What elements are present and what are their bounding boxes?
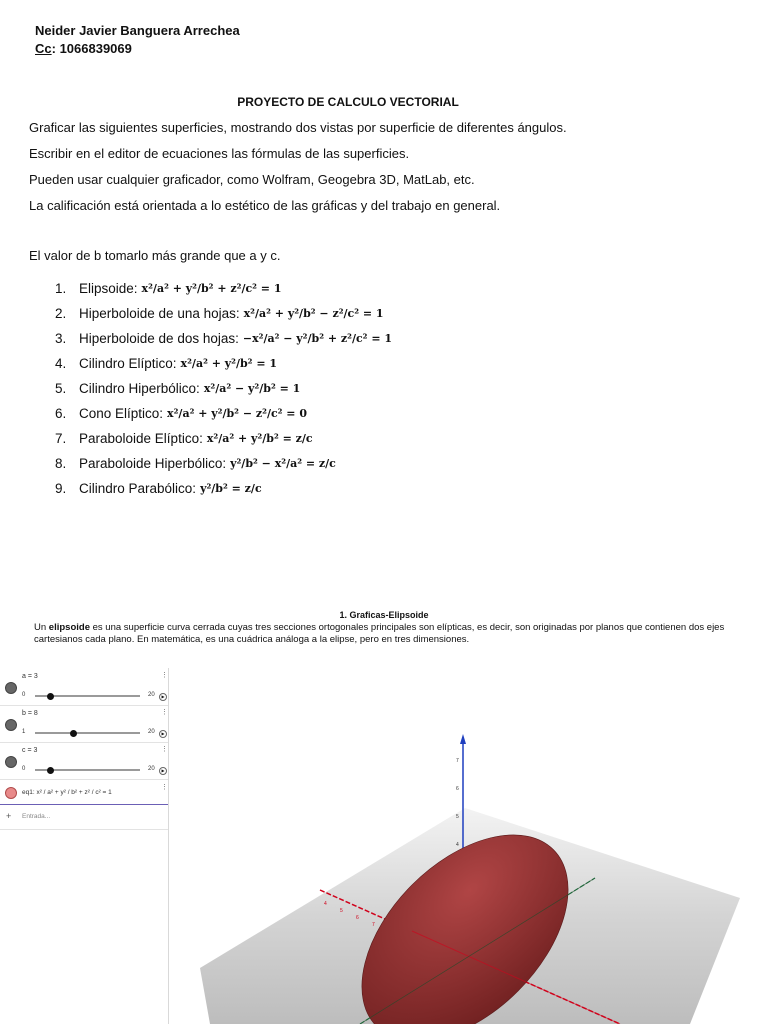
play-icon[interactable]: ▶ [159,767,167,775]
slider-row-c: c = 3 ⋮ 0 20 ▶ [0,743,168,780]
slider-track[interactable] [35,695,140,697]
instruction-2: Escribir en el editor de ecuaciones las fórmulas de las superficies. [29,146,410,161]
slider-label: c = 3 [22,747,38,754]
algebra-panel [0,668,169,1024]
slider-track[interactable] [35,769,140,771]
input-row[interactable] [0,805,168,830]
svg-text:7: 7 [372,922,375,928]
section-title: 1. Graficas-Elipsoide [339,610,429,620]
menu-icon[interactable]: ⋮ [161,672,168,679]
page-title: PROYECTO DE CALCULO VECTORIAL [237,95,459,109]
svg-text:7: 7 [456,758,459,764]
add-icon[interactable]: + [6,811,12,821]
svg-text:5: 5 [456,814,459,820]
instruction-3: Pueden usar cualquier graficador, como Wolfram, Geogebra 3D, MatLab, etc. [29,172,475,187]
ellipsoid-3d-plot [170,668,768,1024]
author-name: Neider Javier Banguera Arrechea [35,23,240,38]
cc-line [35,41,132,56]
menu-icon[interactable]: ⋮ [161,746,168,753]
input-field[interactable]: Entrada... [22,813,51,820]
slider-track[interactable] [35,732,140,734]
list-item: 7. Paraboloide Elíptico: x²/a² + y²/b² = z/c [55,431,313,446]
term-elipsoide: elipsoide [48,622,90,633]
menu-icon[interactable]: ⋮ [161,709,168,716]
svg-text:5: 5 [340,908,343,914]
list-item: 1. Elipsoide: x²/a² + y²/b² + z²/c² = 1 [55,281,282,296]
slider-row-a: a = 3 ⋮ 0 20 ▶ [0,668,168,706]
svg-text:6: 6 [456,786,459,792]
slider-knob[interactable] [47,693,54,700]
section-body: Un elipsoide es una superficie curva cerrada cuyas tres secciones ortogonales principales son elípticas, es decir, son originadas por planos que contienen dos ejes cartesianos cada plano. En matemática, es una cuádrica análoga a la elipse, pero en tres dimensiones. [34,622,725,645]
svg-text:6: 6 [356,915,359,921]
value-note: El valor de b tomarlo más grande que a y c. [29,248,281,263]
graphics-3d-view[interactable] [170,668,768,1024]
instruction-1: Graficar las siguientes superficies, mostrando dos vistas por superficie de diferentes ángulos. [29,120,567,135]
slider-row-b: b = 8 ⋮ 1 20 ▶ [0,706,168,743]
cc-label: Cc [35,41,52,56]
visibility-toggle[interactable] [5,719,17,731]
slider-knob[interactable] [70,730,77,737]
list-item: 2. Hiperboloide de una hojas: x²/a² + y²/b² − z²/c² = 1 [55,306,384,321]
play-icon[interactable]: ▶ [159,730,167,738]
visibility-toggle[interactable] [5,682,17,694]
slider-label: a = 3 [22,673,38,680]
list-item: 8. Paraboloide Hiperbólico: y²/b² − x²/a² = z/c [55,456,336,471]
slider-label: b = 8 [22,710,38,717]
slider-knob[interactable] [47,767,54,774]
equation-text[interactable]: eq1: x² / a² + y² / b² + z² / c² = 1 [22,789,112,796]
visibility-toggle[interactable] [5,756,17,768]
play-icon[interactable]: ▶ [159,693,167,701]
svg-text:4: 4 [324,901,327,907]
list-item: 3. Hiperboloide de dos hojas: −x²/a² − y²/b² + z²/c² = 1 [55,331,393,346]
list-item: 5. Cilindro Hiperbólico: x²/a² − y²/b² = 1 [55,381,301,396]
svg-text:4: 4 [456,842,459,848]
equation-row[interactable] [0,780,168,805]
surfaces-list [55,276,392,501]
menu-icon[interactable]: ⋮ [161,784,168,791]
visibility-toggle[interactable] [5,787,17,799]
list-item: 4. Cilindro Elíptico: x²/a² + y²/b² = 1 [55,356,278,371]
cc-value: : 1066839069 [51,41,132,56]
z-axis-arrow [460,734,466,744]
instruction-4: La calificación está orientada a lo estético de las gráficas y del trabajo en general. [29,198,501,213]
list-item: 9. Cilindro Parabólico: y²/b² = z/c [55,481,262,496]
list-item: 6. Cono Elíptico: x²/a² + y²/b² − z²/c² = 0 [55,406,308,421]
